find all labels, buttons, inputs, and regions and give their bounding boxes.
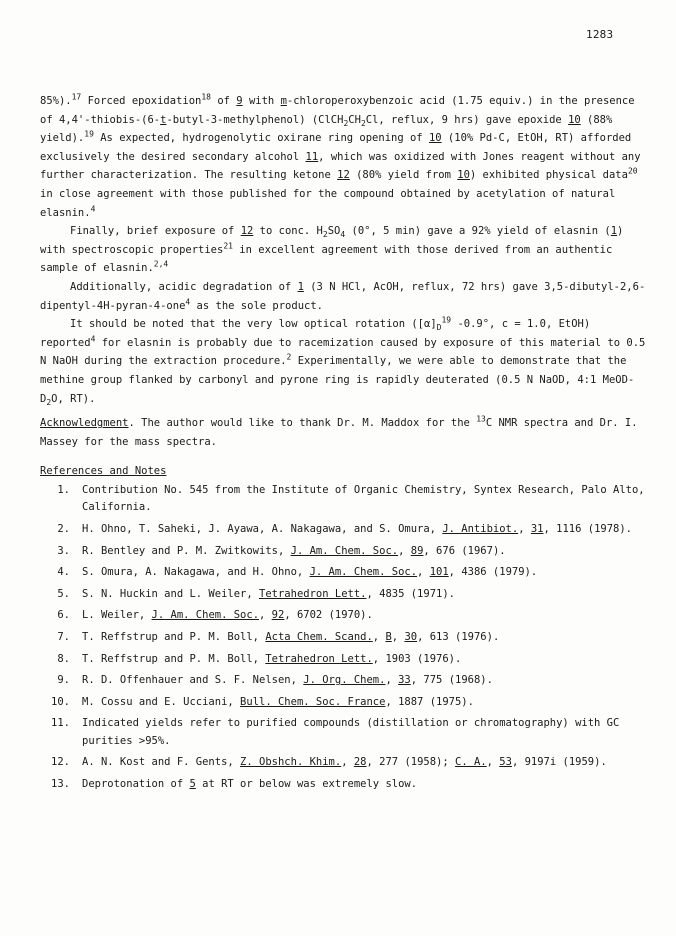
reference-item: 5. S. N. Huckin and L. Weiler, Tetrahedron Lett., 4835 (1971). bbox=[57, 587, 455, 600]
journal-name: Acta Chem. Scand. bbox=[265, 630, 373, 643]
series: B bbox=[385, 630, 392, 643]
citation: 20 bbox=[627, 166, 638, 176]
paragraph-4: It should be noted that the very low optical rotation ($[\alpha]_D^{19}$ -0.9°, c = 1.0, EtOH) reported$^4$ for elasnin is probably due to racemization caused by exposure of this material to 0.5 N NaOH during the extraction procedure.$^2$ Experimentally, we were able to demonstrate that the methine group flanked by carbonyl and pyrone ring is rapidly deuterated (0.5 N NaOD, 4:1 MeOD-$D_2O$, RT). bbox=[40, 315, 646, 407]
volume: 101 bbox=[429, 566, 449, 579]
reference-item: 6. L. Weiler, J. Am. Chem. Soc., 92, 6702 (1970). bbox=[57, 609, 373, 622]
compound-number: 10 bbox=[568, 113, 581, 126]
compound-number: 12 bbox=[240, 225, 254, 238]
page-number: 1283 bbox=[586, 28, 614, 41]
compound-number: 1 bbox=[297, 280, 304, 293]
compound-number: 11 bbox=[305, 150, 319, 163]
reference-item: 7. T. Reffstrup and P. M. Boll, Acta Chem. Scand., B, 30, 613 (1976). bbox=[57, 630, 500, 643]
article-body bbox=[40, 92, 650, 451]
compound-number: 10 bbox=[428, 132, 442, 145]
journal-name: Tetrahedron Lett. bbox=[259, 587, 367, 600]
reference-item: 3. R. Bentley and P. M. Zwitkowits, J. Am. Chem. Soc., 89, 676 (1967). bbox=[57, 544, 506, 557]
reference-item: 10. M. Cossu and E. Ucciani, Bull. Chem. Soc. France, 1887 (1975). bbox=[51, 695, 474, 708]
volume: 31 bbox=[530, 523, 544, 535]
acknowledgment: Acknowledgment. The author would like to thank Dr. M. Maddox for the $^{13}$C NMR spectra and Dr. I. Massey for the mass spectra. bbox=[40, 414, 638, 448]
reference-item: 4. S. Omura, A. Nakagawa, and H. Ohno, J. Am. Chem. Soc., 101, 4386 (1979). bbox=[57, 566, 538, 579]
paragraph-2: Finally, brief exposure of 12 to conc. $H_2SO_4$ (0°, 5 min) gave a 92% yield of elasnin (1) with spectroscopic properties$^{21}$ in excellent agreement with those derived from an authentic sample of elasnin.$^{2,4}$ bbox=[40, 225, 624, 275]
reference-item: 1. Contribution No. 545 from the Institute of Organic Chemistry, Syntex Research, Palo Alto, California. bbox=[57, 484, 645, 514]
citation: 2 bbox=[286, 352, 292, 362]
acknowledgment-heading: Acknowledgment bbox=[40, 417, 129, 430]
journal-name: J. Am. Chem. Soc. bbox=[151, 609, 260, 622]
compound-number: 9 bbox=[236, 95, 243, 107]
citation: 2,4 bbox=[153, 259, 169, 269]
volume: 30 bbox=[404, 630, 418, 643]
journal-name: J. Org. Chem. bbox=[303, 674, 386, 687]
journal-name: C. A. bbox=[455, 756, 487, 769]
journal-name: J. Antibiot. bbox=[442, 523, 519, 535]
references-heading: References and Notes bbox=[40, 465, 167, 477]
compound-number: 5 bbox=[189, 777, 196, 790]
paragraph-1: 85%).$^{17}$ Forced epoxidation$^{18}$ of 9 with m-chloroperoxybenzoic acid (1.75 equiv.) in the presence of 4,4'-thiobis-(6-t-butyl-3-methylphenol) ($ClCH_2CH_2Cl$, reflux, 9 hrs) gave epoxide 10 (88% yield).$^{19}$ As expected, hydrogenolytic oxirane ring opening of 10 (10% Pd-C, EtOH, RT) afforded exclusively the desired secondary alcohol 11, which was oxidized with Jones reagent without any further characterization. The resulting ketone 12 (80% yield from 10) exhibited physical data$^{20}$ in close agreement with those published for the compound obtained by acetylation of natural elasnin.$^4$ bbox=[40, 92, 641, 219]
reference-item: 13. Deprotonation of 5 at RT or below was extremely slow. bbox=[51, 777, 418, 790]
volume: 89 bbox=[410, 544, 424, 557]
volume: 53 bbox=[499, 756, 512, 769]
citation: 21 bbox=[223, 241, 233, 251]
citation: 4 bbox=[90, 334, 96, 344]
volume: 33 bbox=[398, 674, 411, 687]
volume: 92 bbox=[271, 609, 285, 622]
reference-item: 12. A. N. Kost and F. Gents, Z. Obshch. Khim., 28, 277 (1958); C. A., 53, 9197i (1959). bbox=[51, 756, 607, 769]
journal-name: J. Am. Chem. Soc. bbox=[290, 544, 399, 557]
citation: 4 bbox=[185, 297, 191, 307]
citation: 17 bbox=[71, 92, 82, 102]
journal-name: J. Am. Chem. Soc. bbox=[309, 566, 418, 579]
journal-name: Bull. Chem. Soc. France bbox=[240, 695, 386, 708]
compound-number: 12 bbox=[337, 169, 350, 182]
reference-item: 2. H. Ohno, T. Saheki, J. Ayawa, A. Nakagawa, and S. Omura, J. Antibiot., 31, 1116 (1978). bbox=[57, 523, 633, 535]
compound-number: 10 bbox=[457, 169, 470, 182]
volume: 28 bbox=[353, 756, 367, 769]
journal-name: Tetrahedron Lett. bbox=[265, 652, 373, 665]
citation: 19 bbox=[84, 129, 94, 139]
reference-item: 9. R. D. Offenhauer and S. F. Nelsen, J. Org. Chem., 33, 775 (1968). bbox=[57, 674, 493, 687]
references-section bbox=[40, 462, 650, 798]
citation: 18 bbox=[201, 92, 211, 102]
paragraph-3: Additionally, acidic degradation of 1 (3 N HCl, AcOH, reflux, 72 hrs) gave 3,5-dibutyl-2,6-dipentyl-4H-pyran-4-one$^4$ as the sole product. bbox=[40, 280, 646, 312]
reference-item: 8. T. Reffstrup and P. M. Boll, Tetrahedron Lett., 1903 (1976). bbox=[57, 652, 462, 665]
citation: 4 bbox=[90, 204, 96, 214]
reference-item: 11. Indicated yields refer to purified compounds (distillation or chromatography) with GC purities >95%. bbox=[51, 717, 620, 747]
journal-name: Z. Obshch. Khim. bbox=[240, 756, 342, 769]
compound-number: 1 bbox=[610, 225, 618, 238]
